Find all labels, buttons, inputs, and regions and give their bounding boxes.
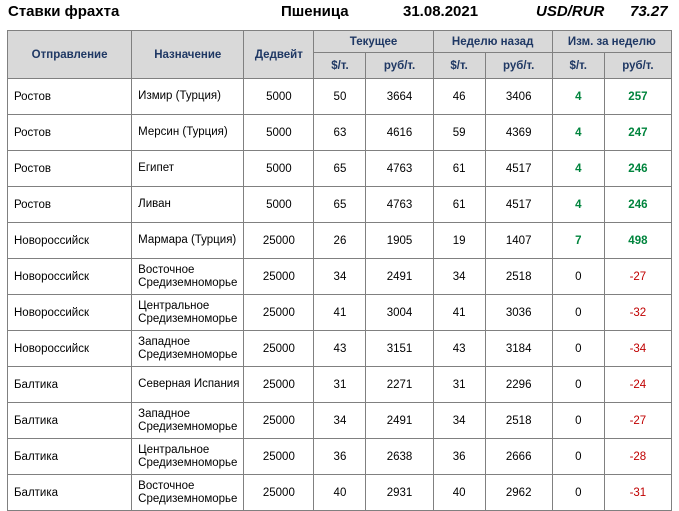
- destination-line: Ливан: [138, 198, 171, 210]
- cell-change-rub: -31: [604, 475, 671, 511]
- cell-change-usd: 0: [552, 259, 604, 295]
- page-header: [0, 0, 679, 30]
- table-row: [8, 79, 672, 115]
- cell-origin: Новороссийск: [8, 223, 132, 259]
- cell-current-rub: 3151: [366, 331, 433, 367]
- cell-week-usd: 34: [433, 403, 485, 439]
- cell-week-usd: 61: [433, 151, 485, 187]
- destination-line: Мармара (Турция): [138, 234, 237, 246]
- cell-week-rub: 2666: [485, 439, 552, 475]
- table-row: [8, 115, 672, 151]
- table-header: [8, 31, 672, 79]
- cell-week-usd: 46: [433, 79, 485, 115]
- cell-current-usd: 31: [314, 367, 366, 403]
- cell-week-rub: 4517: [485, 187, 552, 223]
- column-header-week-usd: $/т.: [433, 53, 485, 79]
- table-row: [8, 223, 672, 259]
- cell-current-usd: 65: [314, 187, 366, 223]
- cell-current-usd: 63: [314, 115, 366, 151]
- destination-line: Центральное: [138, 299, 210, 312]
- cell-destination: [132, 331, 244, 367]
- cell-current-usd: 41: [314, 295, 366, 331]
- destination-line: Северная Испания: [138, 378, 240, 390]
- cell-change-rub: -34: [604, 331, 671, 367]
- table-row: [8, 403, 672, 439]
- cell-week-usd: 43: [433, 331, 485, 367]
- destination-line: Западное: [138, 335, 190, 348]
- cell-dwt: 25000: [244, 223, 314, 259]
- table-row: [8, 187, 672, 223]
- cell-current-usd: 65: [314, 151, 366, 187]
- cell-week-usd: 59: [433, 115, 485, 151]
- cell-current-rub: 2638: [366, 439, 433, 475]
- destination-line: Восточное: [138, 263, 195, 276]
- cell-week-usd: 41: [433, 295, 485, 331]
- table-row: [8, 367, 672, 403]
- cell-destination: [132, 151, 244, 187]
- freight-rates-table: [7, 30, 672, 511]
- header-row-groups: [8, 31, 672, 53]
- cell-change-usd: 0: [552, 403, 604, 439]
- cell-change-usd: 0: [552, 439, 604, 475]
- cell-dwt: 25000: [244, 331, 314, 367]
- cell-destination: [132, 295, 244, 331]
- column-header-week-rub: руб/т.: [485, 53, 552, 79]
- cell-dwt: 25000: [244, 259, 314, 295]
- cell-dwt: 5000: [244, 151, 314, 187]
- cell-change-rub: -27: [604, 259, 671, 295]
- cell-current-rub: 2491: [366, 259, 433, 295]
- cell-destination: [132, 223, 244, 259]
- cell-current-rub: 2931: [366, 475, 433, 511]
- destination-line: Средиземноморье: [138, 312, 238, 325]
- destination-line: Мерсин (Турция): [138, 126, 228, 138]
- cell-change-rub: -32: [604, 295, 671, 331]
- cell-change-usd: 0: [552, 331, 604, 367]
- cell-week-rub: 3184: [485, 331, 552, 367]
- cell-change-usd: 4: [552, 115, 604, 151]
- cell-destination: [132, 115, 244, 151]
- cell-week-rub: 2518: [485, 259, 552, 295]
- cell-week-rub: 3036: [485, 295, 552, 331]
- column-group-current: Текущее: [314, 31, 433, 53]
- cell-week-rub: 2296: [485, 367, 552, 403]
- column-header-change-usd: $/т.: [552, 53, 604, 79]
- cell-current-usd: 34: [314, 259, 366, 295]
- cell-change-rub: 246: [604, 187, 671, 223]
- table-row: [8, 475, 672, 511]
- cell-origin: Новороссийск: [8, 259, 132, 295]
- cell-week-rub: 2962: [485, 475, 552, 511]
- cell-current-rub: 3664: [366, 79, 433, 115]
- destination-line: Средиземноморье: [138, 420, 238, 433]
- table-body: [8, 79, 672, 511]
- cell-change-rub: 498: [604, 223, 671, 259]
- destination-line: Средиземноморье: [138, 276, 238, 289]
- cell-week-rub: 1407: [485, 223, 552, 259]
- cell-change-rub: 257: [604, 79, 671, 115]
- cell-dwt: 25000: [244, 367, 314, 403]
- cell-change-rub: 247: [604, 115, 671, 151]
- fx-rate-value: 73.27: [630, 3, 668, 20]
- cell-origin: Ростов: [8, 79, 132, 115]
- cell-origin: Балтика: [8, 403, 132, 439]
- cell-change-usd: 4: [552, 79, 604, 115]
- cell-week-rub: 4517: [485, 151, 552, 187]
- cell-destination: [132, 187, 244, 223]
- cell-dwt: 25000: [244, 403, 314, 439]
- cell-dwt: 25000: [244, 439, 314, 475]
- cell-change-rub: -27: [604, 403, 671, 439]
- fx-pair-label: USD/RUR: [536, 3, 605, 20]
- cell-change-usd: 4: [552, 151, 604, 187]
- cell-origin: Новороссийск: [8, 331, 132, 367]
- cell-destination: [132, 79, 244, 115]
- cell-destination: [132, 403, 244, 439]
- column-header-change-rub: руб/т.: [604, 53, 671, 79]
- cell-current-usd: 50: [314, 79, 366, 115]
- cell-dwt: 5000: [244, 115, 314, 151]
- cell-change-usd: 7: [552, 223, 604, 259]
- cell-destination: [132, 367, 244, 403]
- table-row: [8, 151, 672, 187]
- cell-destination: [132, 259, 244, 295]
- cell-current-rub: 1905: [366, 223, 433, 259]
- report-date: 31.08.2021: [403, 3, 479, 20]
- column-header-current-rub: руб/т.: [366, 53, 433, 79]
- cell-week-usd: 19: [433, 223, 485, 259]
- cell-current-rub: 4616: [366, 115, 433, 151]
- table-row: [8, 439, 672, 475]
- column-header-origin: Отправление: [8, 31, 132, 79]
- cell-current-usd: 26: [314, 223, 366, 259]
- cell-week-usd: 61: [433, 187, 485, 223]
- cell-current-rub: 4763: [366, 151, 433, 187]
- destination-line: Средиземноморье: [138, 492, 238, 505]
- cell-change-usd: 0: [552, 367, 604, 403]
- cell-current-rub: 4763: [366, 187, 433, 223]
- table-row: [8, 259, 672, 295]
- column-header-current-usd: $/т.: [314, 53, 366, 79]
- cell-origin: Ростов: [8, 115, 132, 151]
- cell-dwt: 25000: [244, 295, 314, 331]
- cell-origin: Балтика: [8, 439, 132, 475]
- cell-week-rub: 4369: [485, 115, 552, 151]
- cell-origin: Ростов: [8, 187, 132, 223]
- cell-destination: [132, 475, 244, 511]
- destination-line: Египет: [138, 162, 174, 174]
- cell-change-usd: 4: [552, 187, 604, 223]
- commodity-label: Пшеница: [281, 3, 349, 20]
- cell-current-rub: 3004: [366, 295, 433, 331]
- cell-dwt: 25000: [244, 475, 314, 511]
- cell-week-usd: 34: [433, 259, 485, 295]
- cell-week-rub: 3406: [485, 79, 552, 115]
- cell-current-usd: 36: [314, 439, 366, 475]
- destination-line: Измир (Турция): [138, 90, 221, 102]
- destination-line: Западное: [138, 407, 190, 420]
- table-row: [8, 295, 672, 331]
- cell-origin: Балтика: [8, 475, 132, 511]
- cell-week-usd: 36: [433, 439, 485, 475]
- cell-current-usd: 40: [314, 475, 366, 511]
- cell-change-rub: -28: [604, 439, 671, 475]
- cell-week-rub: 2518: [485, 403, 552, 439]
- cell-change-usd: 0: [552, 475, 604, 511]
- cell-week-usd: 40: [433, 475, 485, 511]
- cell-current-rub: 2491: [366, 403, 433, 439]
- column-group-change: Изм. за неделю: [552, 31, 671, 53]
- cell-origin: Новороссийск: [8, 295, 132, 331]
- cell-change-usd: 0: [552, 295, 604, 331]
- destination-line: Средиземноморье: [138, 456, 238, 469]
- cell-destination: [132, 439, 244, 475]
- column-group-week-ago: Неделю назад: [433, 31, 552, 53]
- cell-change-rub: -24: [604, 367, 671, 403]
- cell-origin: Балтика: [8, 367, 132, 403]
- cell-origin: Ростов: [8, 151, 132, 187]
- column-header-destination: Назначение: [132, 31, 244, 79]
- destination-line: Восточное: [138, 479, 195, 492]
- destination-line: Средиземноморье: [138, 348, 238, 361]
- page-title: Ставки фрахта: [8, 3, 120, 20]
- column-header-dwt: Дедвейт: [244, 31, 314, 79]
- cell-dwt: 5000: [244, 187, 314, 223]
- cell-current-usd: 43: [314, 331, 366, 367]
- destination-line: Центральное: [138, 443, 210, 456]
- cell-current-rub: 2271: [366, 367, 433, 403]
- cell-current-usd: 34: [314, 403, 366, 439]
- cell-change-rub: 246: [604, 151, 671, 187]
- cell-dwt: 5000: [244, 79, 314, 115]
- table-row: [8, 331, 672, 367]
- cell-week-usd: 31: [433, 367, 485, 403]
